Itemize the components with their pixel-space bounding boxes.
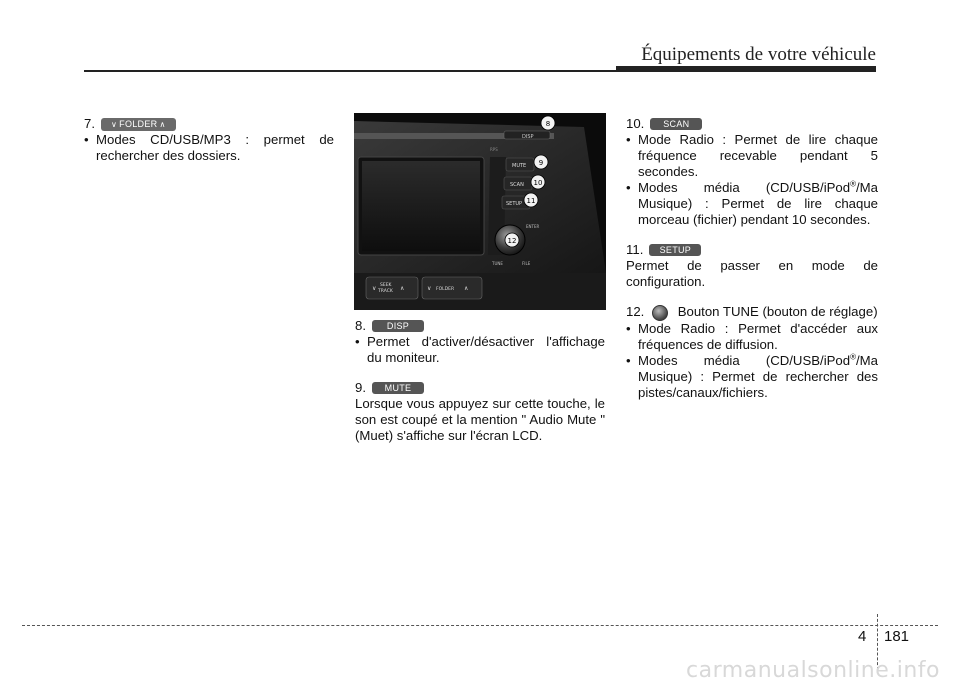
bullet-text-part: /Ma Musique) : Permet de lire chaque morceau (fichier) pendant 10 secondes. (638, 180, 878, 227)
bullet-text-part: Modes média (CD/USB/iPod (638, 180, 851, 195)
item-number: 9. (355, 380, 366, 395)
column-middle (355, 318, 605, 444)
bullet-text (638, 180, 878, 228)
item-number: 12. (626, 304, 645, 319)
item-number: 7. (84, 116, 95, 131)
header-rule-accent (616, 66, 876, 72)
item-10-heading (626, 116, 878, 132)
bullet-text-part: Modes média (CD/USB/iPod (638, 352, 851, 368)
item-number: 11. (626, 242, 644, 257)
bullet-dot: • (626, 180, 631, 195)
footer-rule (22, 625, 938, 626)
chevron-down-icon: ∨ (111, 119, 118, 129)
bullet-text: Mode Radio : Permet d'accéder aux fréquences de diffusion. (638, 320, 878, 352)
setup-button-icon: SETUP (649, 244, 701, 256)
chevron-up-icon: ∧ (159, 119, 166, 129)
column-right (626, 116, 878, 401)
item-12-heading (626, 304, 878, 321)
bullet-dot: • (355, 334, 360, 349)
item-10-bullet-2 (626, 180, 878, 228)
callout-9: 9 (538, 159, 544, 167)
callout-8: 8 (545, 120, 551, 128)
radio-folder-label: FOLDER (436, 287, 455, 292)
item-7-bullet (84, 132, 334, 164)
tune-knob-icon (652, 305, 668, 321)
disp-button-icon: DISP (372, 320, 424, 332)
radio-seek-up-icon: ∧ (400, 286, 405, 292)
item-12-bullet-1 (626, 321, 878, 353)
item-7-heading (84, 116, 334, 132)
radio-brand-label: RPS (490, 147, 498, 152)
bullet-dot: • (626, 352, 631, 368)
radio-seek-down-icon: ∨ (372, 286, 377, 292)
radio-mute-label: MUTE (512, 163, 527, 169)
callout-11: 11 (526, 197, 536, 205)
item-11-text: Permet de passer en mode de configuration. (626, 258, 878, 289)
radio-setup-label: SETUP (506, 201, 523, 207)
item-number: 10. (626, 116, 645, 131)
chapter-number: 4 (858, 628, 867, 645)
radio-folder-down-icon: ∨ (427, 286, 432, 292)
radio-enter-label: ENTER (526, 224, 540, 229)
item-number: 8. (355, 318, 366, 333)
bullet-dot: • (626, 132, 631, 147)
folder-button-icon (101, 118, 176, 131)
bullet-dot: • (626, 320, 631, 336)
radio-seek-label: SEEK (380, 283, 392, 288)
column-left (84, 116, 334, 164)
radio-unit-drawing (354, 113, 606, 310)
callout-12: 12 (507, 237, 517, 245)
bullet-text-part: /Ma Musique) : Permet de rechercher des pistes/canaux/fichiers. (638, 352, 878, 400)
item-12-bullet-2 (626, 353, 878, 401)
item-11-heading (626, 242, 878, 258)
bullet-text: Mode Radio : Permet de lire chaque fréquence recevable pendant 5 secondes. (638, 132, 878, 179)
scan-button-icon: SCAN (650, 118, 702, 130)
radio-tune-label: TUNE (492, 261, 503, 266)
callout-10: 10 (533, 179, 543, 187)
bullet-text: Permet d'activer/désactiver l'affichage du moniteur. (367, 334, 605, 365)
registered-mark: ® (850, 179, 857, 189)
button-label: FOLDER (119, 118, 158, 129)
radio-disp-label: DISP (522, 134, 534, 140)
watermark: carmanualsonline.info (686, 658, 940, 683)
item-9-text: Lorsque vous appuyez sur cette touche, le son est coupé et la mention " Audio Mute " (Muet) s'affiche sur l'écran LCD. (355, 396, 605, 443)
bullet-text (638, 353, 878, 401)
mute-button-icon: MUTE (372, 382, 424, 394)
bullet-dot: • (84, 132, 89, 147)
page-number: 181 (884, 628, 910, 645)
item-10-bullet-1 (626, 132, 878, 180)
radio-scan-label: SCAN (510, 182, 524, 188)
radio-unit-image (354, 113, 606, 310)
radio-file-label: FILE (522, 261, 531, 266)
item-8-bullet (355, 334, 605, 366)
radio-track-label: TRACK (378, 289, 393, 294)
item-8-heading (355, 318, 605, 334)
item-12-label: Bouton TUNE (bouton de réglage) (677, 304, 878, 319)
bullet-text: Modes CD/USB/MP3 : permet de rechercher des dossiers. (96, 132, 334, 163)
page-header-title: Équipements de votre véhicule (641, 44, 876, 65)
item-9-heading (355, 380, 605, 396)
radio-folder-up-icon: ∧ (464, 286, 469, 292)
registered-mark: ® (850, 352, 857, 362)
